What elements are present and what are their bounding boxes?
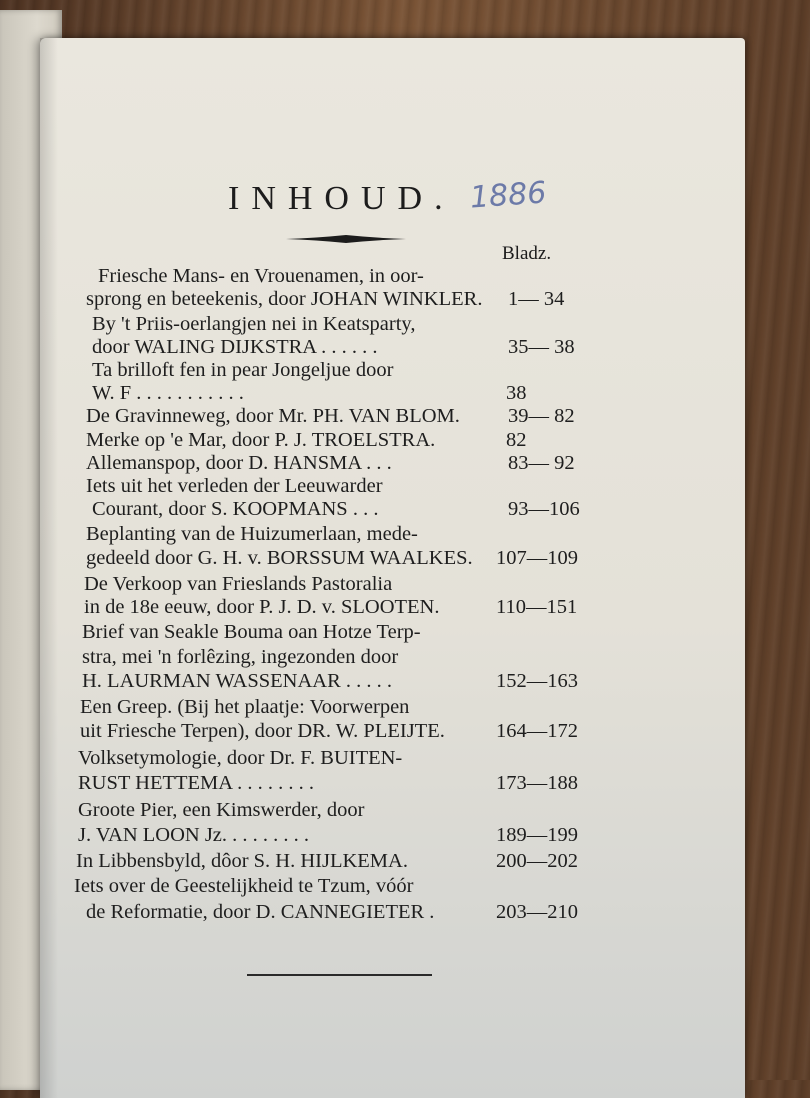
toc-page-range: 189—199: [496, 824, 578, 846]
toc-line: Volksetymologie, door Dr. F. BUITEN-: [78, 747, 403, 769]
toc-line: sprong en beteekenis, door JOHAN WINKLER.: [86, 288, 483, 310]
toc-line: Brief van Seakle Bouma oan Hotze Terp-: [82, 621, 421, 643]
page-title: INHOUD.: [228, 180, 455, 217]
title-ornament: [286, 232, 406, 246]
toc-page-range: 203—210: [496, 901, 578, 923]
toc-line: RUST HETTEMA . . . . . . . .: [78, 772, 314, 794]
handwritten-year-annotation: 1886: [468, 175, 548, 216]
toc-page-range: 1— 34: [508, 288, 565, 310]
bottom-rule: [247, 974, 432, 976]
page-shadow: [40, 38, 58, 1098]
toc-line: W. F . . . . . . . . . . .: [92, 382, 244, 404]
toc-page-range: 107—109: [496, 547, 578, 569]
toc-page-range: 35— 38: [508, 336, 575, 358]
toc-line: De Gravinneweg, door Mr. PH. VAN BLOM.: [86, 405, 460, 427]
toc-line: Groote Pier, een Kimswerder, door: [78, 799, 365, 821]
toc-line: gedeeld door G. H. v. BORSSUM WAALKES.: [86, 547, 473, 569]
toc-line: Courant, door S. KOOPMANS . . .: [92, 498, 379, 520]
toc-page-range: 39— 82: [508, 405, 575, 427]
toc-line: stra, mei 'n forlêzing, ingezonden door: [82, 646, 399, 668]
toc-line: Allemanspop, door D. HANSMA . . .: [86, 452, 392, 474]
toc-page-range: 173—188: [496, 772, 578, 794]
toc-line: door WALING DIJKSTRA . . . . . .: [92, 336, 378, 358]
toc-line: Friesche Mans- en Vrouenamen, in oor-: [98, 265, 424, 287]
toc-page-range: 152—163: [496, 670, 578, 692]
toc-page-range: 164—172: [496, 720, 578, 742]
toc-line: Ta brilloft fen in pear Jongeljue door: [92, 359, 394, 381]
page-column-header: Bladz.: [502, 243, 552, 264]
toc-line: H. LAURMAN WASSENAAR . . . . .: [82, 670, 392, 692]
toc-page-range: 110—151: [496, 596, 578, 618]
toc-line: Iets uit het verleden der Leeuwarder: [86, 475, 383, 497]
toc-page-range: 83— 92: [508, 452, 575, 474]
toc-line: Iets over de Geestelijkheid te Tzum, vóór: [74, 875, 414, 897]
toc-line: Een Greep. (Bij het plaatje: Voorwerpen: [80, 696, 410, 718]
toc-line: Merke op 'e Mar, door P. J. TROELSTRA.: [86, 429, 436, 451]
toc-page-range: 93—106: [508, 498, 580, 520]
toc-line: By 't Priis-oerlangjen nei in Keatsparty,: [92, 313, 416, 335]
toc-line: uit Friesche Terpen), door DR. W. PLEIJTE.: [80, 720, 445, 742]
toc-line: J. VAN LOON Jz. . . . . . . . .: [78, 824, 310, 846]
toc-line: de Reformatie, door D. CANNEGIETER .: [86, 901, 435, 923]
toc-page-range: 82: [506, 429, 527, 451]
toc-page-range: 200—202: [496, 850, 578, 872]
toc-line: De Verkoop van Frieslands Pastoralia: [84, 573, 393, 595]
toc-page-range: 38: [506, 382, 527, 404]
toc-line: In Libbensbyld, dôor S. H. HIJLKEMA.: [76, 850, 408, 872]
toc-line: Beplanting van de Huizumerlaan, mede-: [86, 523, 418, 545]
toc-line: in de 18e eeuw, door P. J. D. v. SLOOTEN.: [84, 596, 440, 618]
